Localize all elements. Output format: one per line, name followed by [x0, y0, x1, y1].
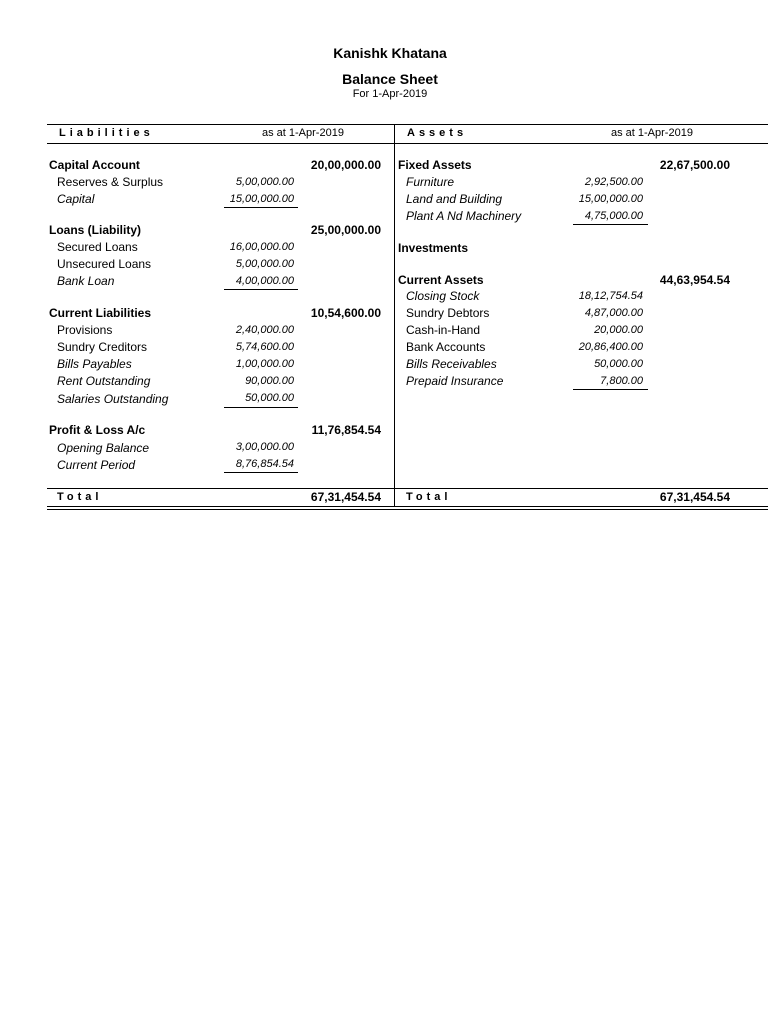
liabilities-total-label: Total	[57, 491, 103, 503]
group-total-capital: 20,00,000.00	[310, 158, 381, 172]
header-bottom-rule	[47, 143, 768, 144]
ledger-name: Sundry Debtors	[406, 306, 490, 320]
group-total-profit-loss: 11,76,854.54	[311, 423, 381, 437]
subtotal-rule	[573, 389, 648, 390]
ledger-name: Reserves & Surplus	[57, 175, 164, 189]
ledger-name: Bills Payables	[57, 357, 132, 371]
table-top-rule	[47, 124, 768, 125]
assets-date-header: as at 1-Apr-2019	[611, 127, 693, 139]
ledger-name: Land and Building	[406, 192, 503, 206]
subtotal-rule	[573, 224, 648, 225]
ledger-name: Plant A Nd Machinery	[406, 209, 522, 223]
group-total-loans: 25,00,000.00	[310, 223, 381, 237]
liabilities-date-header: as at 1-Apr-2019	[262, 127, 344, 139]
ledger-amount: 50,000.00	[594, 358, 643, 370]
ledger-name: Bank Loan	[57, 274, 115, 288]
liabilities-header: Liabilities	[59, 127, 154, 139]
total-bottom-rule-2	[47, 509, 768, 510]
ledger-name: Sundry Creditors	[57, 340, 148, 354]
ledger-name: Furniture	[406, 175, 455, 189]
group-total-current-assets: 44,63,954.54	[659, 273, 730, 287]
ledger-amount: 15,00,000.00	[229, 193, 294, 205]
ledger-amount: 15,00,000.00	[578, 193, 643, 205]
ledger-amount: 3,00,000.00	[235, 441, 294, 453]
ledger-amount: 5,00,000.00	[235, 258, 294, 270]
ledger-amount: 7,800.00	[600, 375, 643, 387]
ledger-amount: 4,75,000.00	[584, 210, 643, 222]
ledger-amount: 4,00,000.00	[235, 275, 294, 287]
ledger-name: Prepaid Insurance	[406, 374, 504, 388]
ledger-name: Provisions	[57, 323, 113, 337]
subtotal-rule	[224, 207, 298, 208]
company-name: Kanishk Khatana	[333, 45, 447, 61]
group-current-liabilities: Current Liabilities	[49, 306, 152, 320]
ledger-amount: 90,000.00	[245, 375, 294, 387]
group-investments: Investments	[398, 241, 469, 255]
ledger-amount: 2,92,500.00	[584, 176, 643, 188]
subtotal-rule	[224, 407, 298, 408]
ledger-amount: 18,12,754.54	[578, 290, 643, 302]
ledger-name: Closing Stock	[406, 289, 480, 303]
group-profit-loss: Profit & Loss A/c	[49, 423, 146, 437]
report-title: Balance Sheet	[342, 71, 438, 87]
ledger-amount: 8,76,854.54	[235, 458, 294, 470]
ledger-name: Bank Accounts	[406, 340, 486, 354]
ledger-amount: 16,00,000.00	[229, 241, 294, 253]
group-current-assets: Current Assets	[398, 273, 484, 287]
assets-header: Assets	[407, 127, 468, 139]
subtotal-rule	[224, 472, 298, 473]
ledger-name: Capital	[57, 192, 95, 206]
group-capital-account: Capital Account	[49, 158, 140, 172]
group-loans-liability: Loans (Liability)	[49, 223, 142, 237]
report-period: For 1-Apr-2019	[352, 88, 428, 100]
ledger-name: Unsecured Loans	[57, 257, 152, 271]
ledger-name: Salaries Outstanding	[57, 392, 169, 406]
liabilities-grand-total: 67,31,454.54	[310, 490, 381, 504]
column-divider	[394, 124, 395, 506]
ledger-amount: 2,40,000.00	[235, 324, 294, 336]
group-fixed-assets: Fixed Assets	[398, 158, 472, 172]
total-bottom-rule-1	[47, 506, 768, 507]
assets-total-label: Total	[406, 491, 452, 503]
ledger-name: Rent Outstanding	[57, 374, 151, 388]
ledger-amount: 4,87,000.00	[584, 307, 643, 319]
ledger-name: Bills Receivables	[406, 357, 497, 371]
subtotal-rule	[224, 289, 298, 290]
ledger-amount: 1,00,000.00	[235, 358, 294, 370]
ledger-amount: 20,000.00	[594, 324, 643, 336]
ledger-amount: 5,00,000.00	[235, 176, 294, 188]
group-total-fixed-assets: 22,67,500.00	[659, 158, 730, 172]
group-total-current-liabilities: 10,54,600.00	[310, 306, 381, 320]
ledger-name: Secured Loans	[57, 240, 138, 254]
ledger-name: Opening Balance	[57, 441, 150, 455]
ledger-name: Cash-in-Hand	[406, 323, 481, 337]
ledger-name: Current Period	[57, 458, 136, 472]
assets-grand-total: 67,31,454.54	[659, 490, 730, 504]
ledger-amount: 50,000.00	[245, 392, 294, 404]
ledger-amount: 5,74,600.00	[235, 341, 294, 353]
ledger-amount: 20,86,400.00	[578, 341, 643, 353]
